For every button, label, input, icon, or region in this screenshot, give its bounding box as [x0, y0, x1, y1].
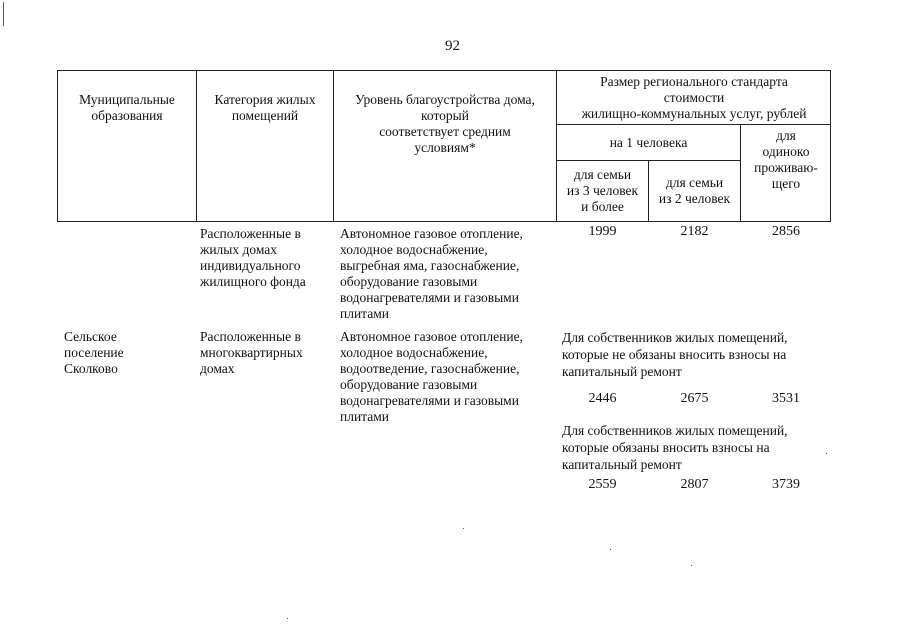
- header-per-person: на 1 человека: [609, 135, 688, 150]
- row-divider: [556, 124, 831, 125]
- scan-speck: [826, 453, 827, 454]
- row2-improvement-level: Автономное газовое отопление, холодное водоснабжение, водоотведение, газоснабжение, оборудование газовыми водонагревателями и газовыми плитами: [340, 329, 523, 424]
- header-improvement-level: Уровень благоустройства дома, который соответствует средним условиям*: [355, 92, 535, 155]
- header-premises-category: Категория жилых помещений: [214, 92, 316, 123]
- row2-note-obliged: Для собственников жилых помещений, которые обязаны вносить взносы на капитальный ремонт: [562, 423, 788, 472]
- scan-speck: [463, 528, 464, 529]
- row2b-value-single: 3739: [772, 477, 800, 492]
- row2a-value-family2: 2675: [680, 391, 709, 406]
- scan-speck: [610, 549, 611, 550]
- row1-value-single: 2856: [772, 224, 800, 239]
- row2-note-not-obliged: Для собственников жилых помещений, которые не обязаны вносить взносы на капитальный ремонт: [562, 330, 788, 379]
- row2b-value-family3: 2559: [588, 477, 617, 492]
- page-number: 92: [445, 38, 460, 54]
- header-family-3: для семьи из 3 человек и более: [566, 167, 639, 214]
- row1-value-family2: 2182: [680, 224, 709, 239]
- row2-municipality: Сельское поселение Сколково: [64, 329, 124, 376]
- header-standard-size: Размер регионального стандарта стоимости жилищно-коммунальных услуг, рублей: [581, 74, 807, 121]
- scan-speck: [287, 618, 288, 619]
- row2b-value-family2: 2807: [680, 477, 709, 492]
- scan-edge-mark: [3, 2, 4, 26]
- row1-improvement-level: Автономное газовое отопление, холодное водоснабжение, выгребная яма, газоснабжение, оборудование газовыми водонагревателями и газовыми плитами: [340, 226, 523, 321]
- row1-category: Расположенные в жилых домах индивидуального жилищного фонда: [200, 226, 306, 289]
- header-family-2: для семьи из 2 человек: [658, 175, 731, 206]
- row2a-value-single: 3531: [772, 391, 800, 406]
- row2-category: Расположенные в многоквартирных домах: [200, 329, 303, 376]
- row2a-value-family3: 2446: [588, 391, 617, 406]
- row1-value-family3: 1999: [588, 224, 617, 239]
- header-single-resident: для одиноко проживаю- щего: [754, 128, 818, 191]
- header-municipalities: Муниципальные образования: [79, 92, 175, 123]
- scan-speck: [691, 565, 692, 566]
